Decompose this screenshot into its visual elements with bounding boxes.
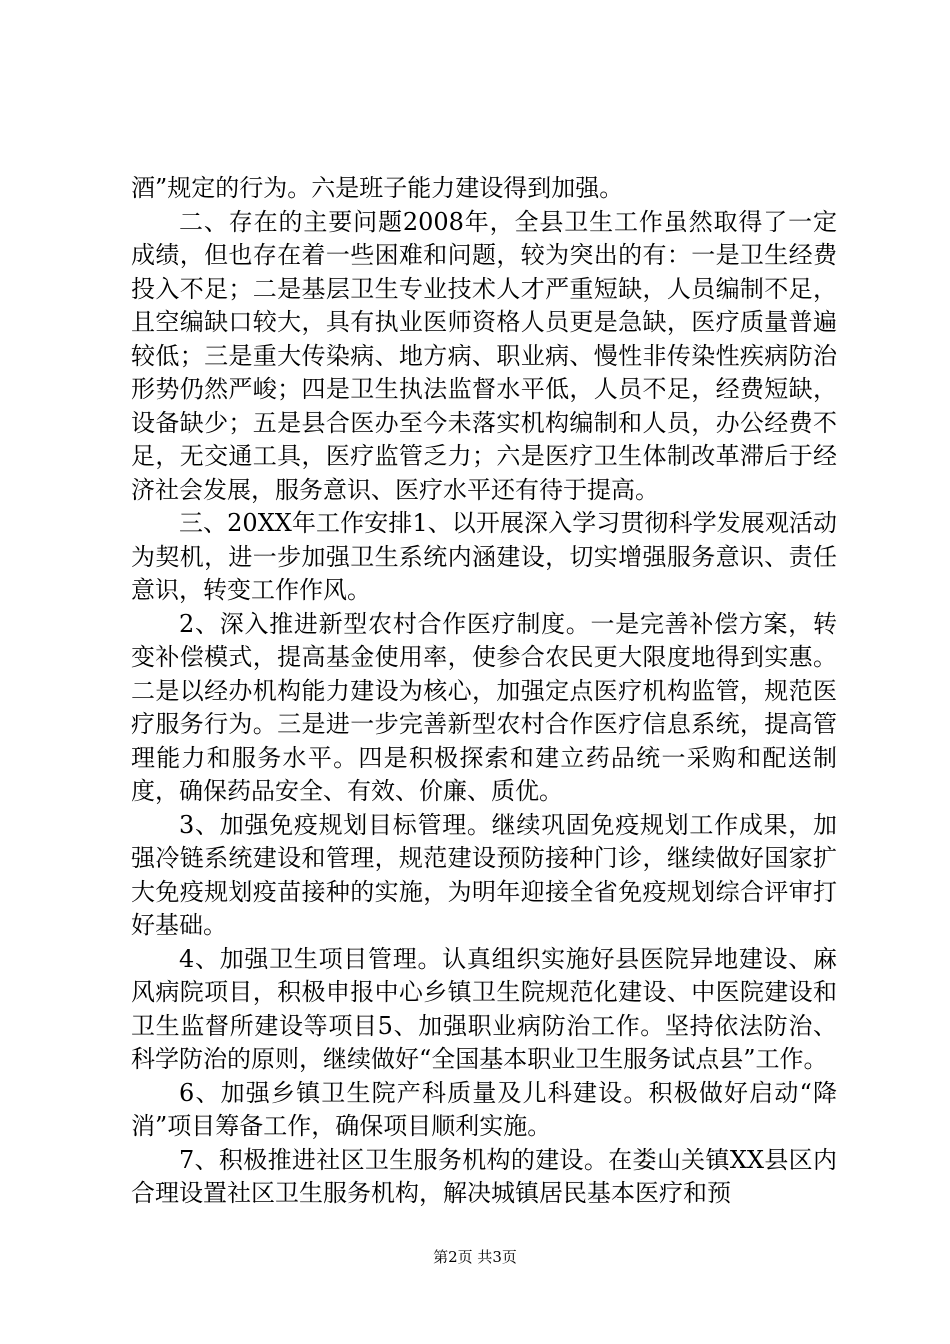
paragraph-item-3: 3、加强免疫规划目标管理。继续巩固免疫规划工作成果，加强冷链系统建设和管理，规范建设预防接种门诊，继续做好国家扩大免疫规划疫苗接种的实施，为明年迎接全省免疫规划综合评审打好基础。 <box>131 810 837 939</box>
paragraph-problems: 二、存在的主要问题2008年，全县卫生工作虽然取得了一定成绩，但也存在着一些困难和问题，较为突出的有：一是卫生经费投入不足；二是基层卫生专业技术人才严重短缺，人员编制不足，且空编缺口较大，具有执业医师资格人员更是急缺，医疗质量普遍较低；三是重大传染病、地方病、职业病、慢性非传染性疾病防治形势仍然严峻；四是卫生执法监督水平低，人员不足，经费短缺，设备缺少；五是县合医办至今未落实机构编制和人员，办公经费不足，无交通工具，医疗监管乏力；六是医疗卫生体制改革滞后于经济社会发展，服务意识、医疗水平还有待于提高。 <box>131 207 837 504</box>
page-footer <box>0 1247 950 1267</box>
page-number-label: 第2页 共3页 <box>433 1248 517 1266</box>
paragraph-item-7: 7、积极推进社区卫生服务机构的建设。在娄山关镇XX县区内合理设置社区卫生服务机构，解决城镇居民基本医疗和预 <box>131 1145 837 1207</box>
paragraph-item-6: 6、加强乡镇卫生院产科质量及儿科建设。积极做好启动“降消”项目筹备工作，确保项目顺利实施。 <box>131 1078 837 1140</box>
paragraph-continuation: 酒”规定的行为。六是班子能力建设得到加强。 <box>131 174 624 202</box>
paragraph-item-2: 2、深入推进新型农村合作医疗制度。一是完善补偿方案，转变补偿模式，提高基金使用率，使参合农民更大限度地得到实惠。二是以经办机构能力建设为核心，加强定点医疗机构监管，规范医疗服务行为。三是进一步完善新型农村合作医疗信息系统，提高管理能力和服务水平。四是积极探索和建立药品统一采购和配送制度，确保药品安全、有效、价廉、质优。 <box>131 609 837 805</box>
paragraph-work-plan: 三、20XX年工作安排1、以开展深入学习贯彻科学发展观活动为契机，进一步加强卫生系统内涵建设，切实增强服务意识、责任意识，转变工作作风。 <box>131 509 837 604</box>
paragraph-item-4: 4、加强卫生项目管理。认真组织实施好县医院异地建设、麻风病院项目，积极申报中心乡镇卫生院规范化建设、中医院建设和卫生监督所建设等项目5、加强职业病防治工作。坚持依法防治、科学防治的原则，继续做好“全国基本职业卫生服务试点县”工作。 <box>131 944 837 1073</box>
document-body <box>131 172 837 1211</box>
